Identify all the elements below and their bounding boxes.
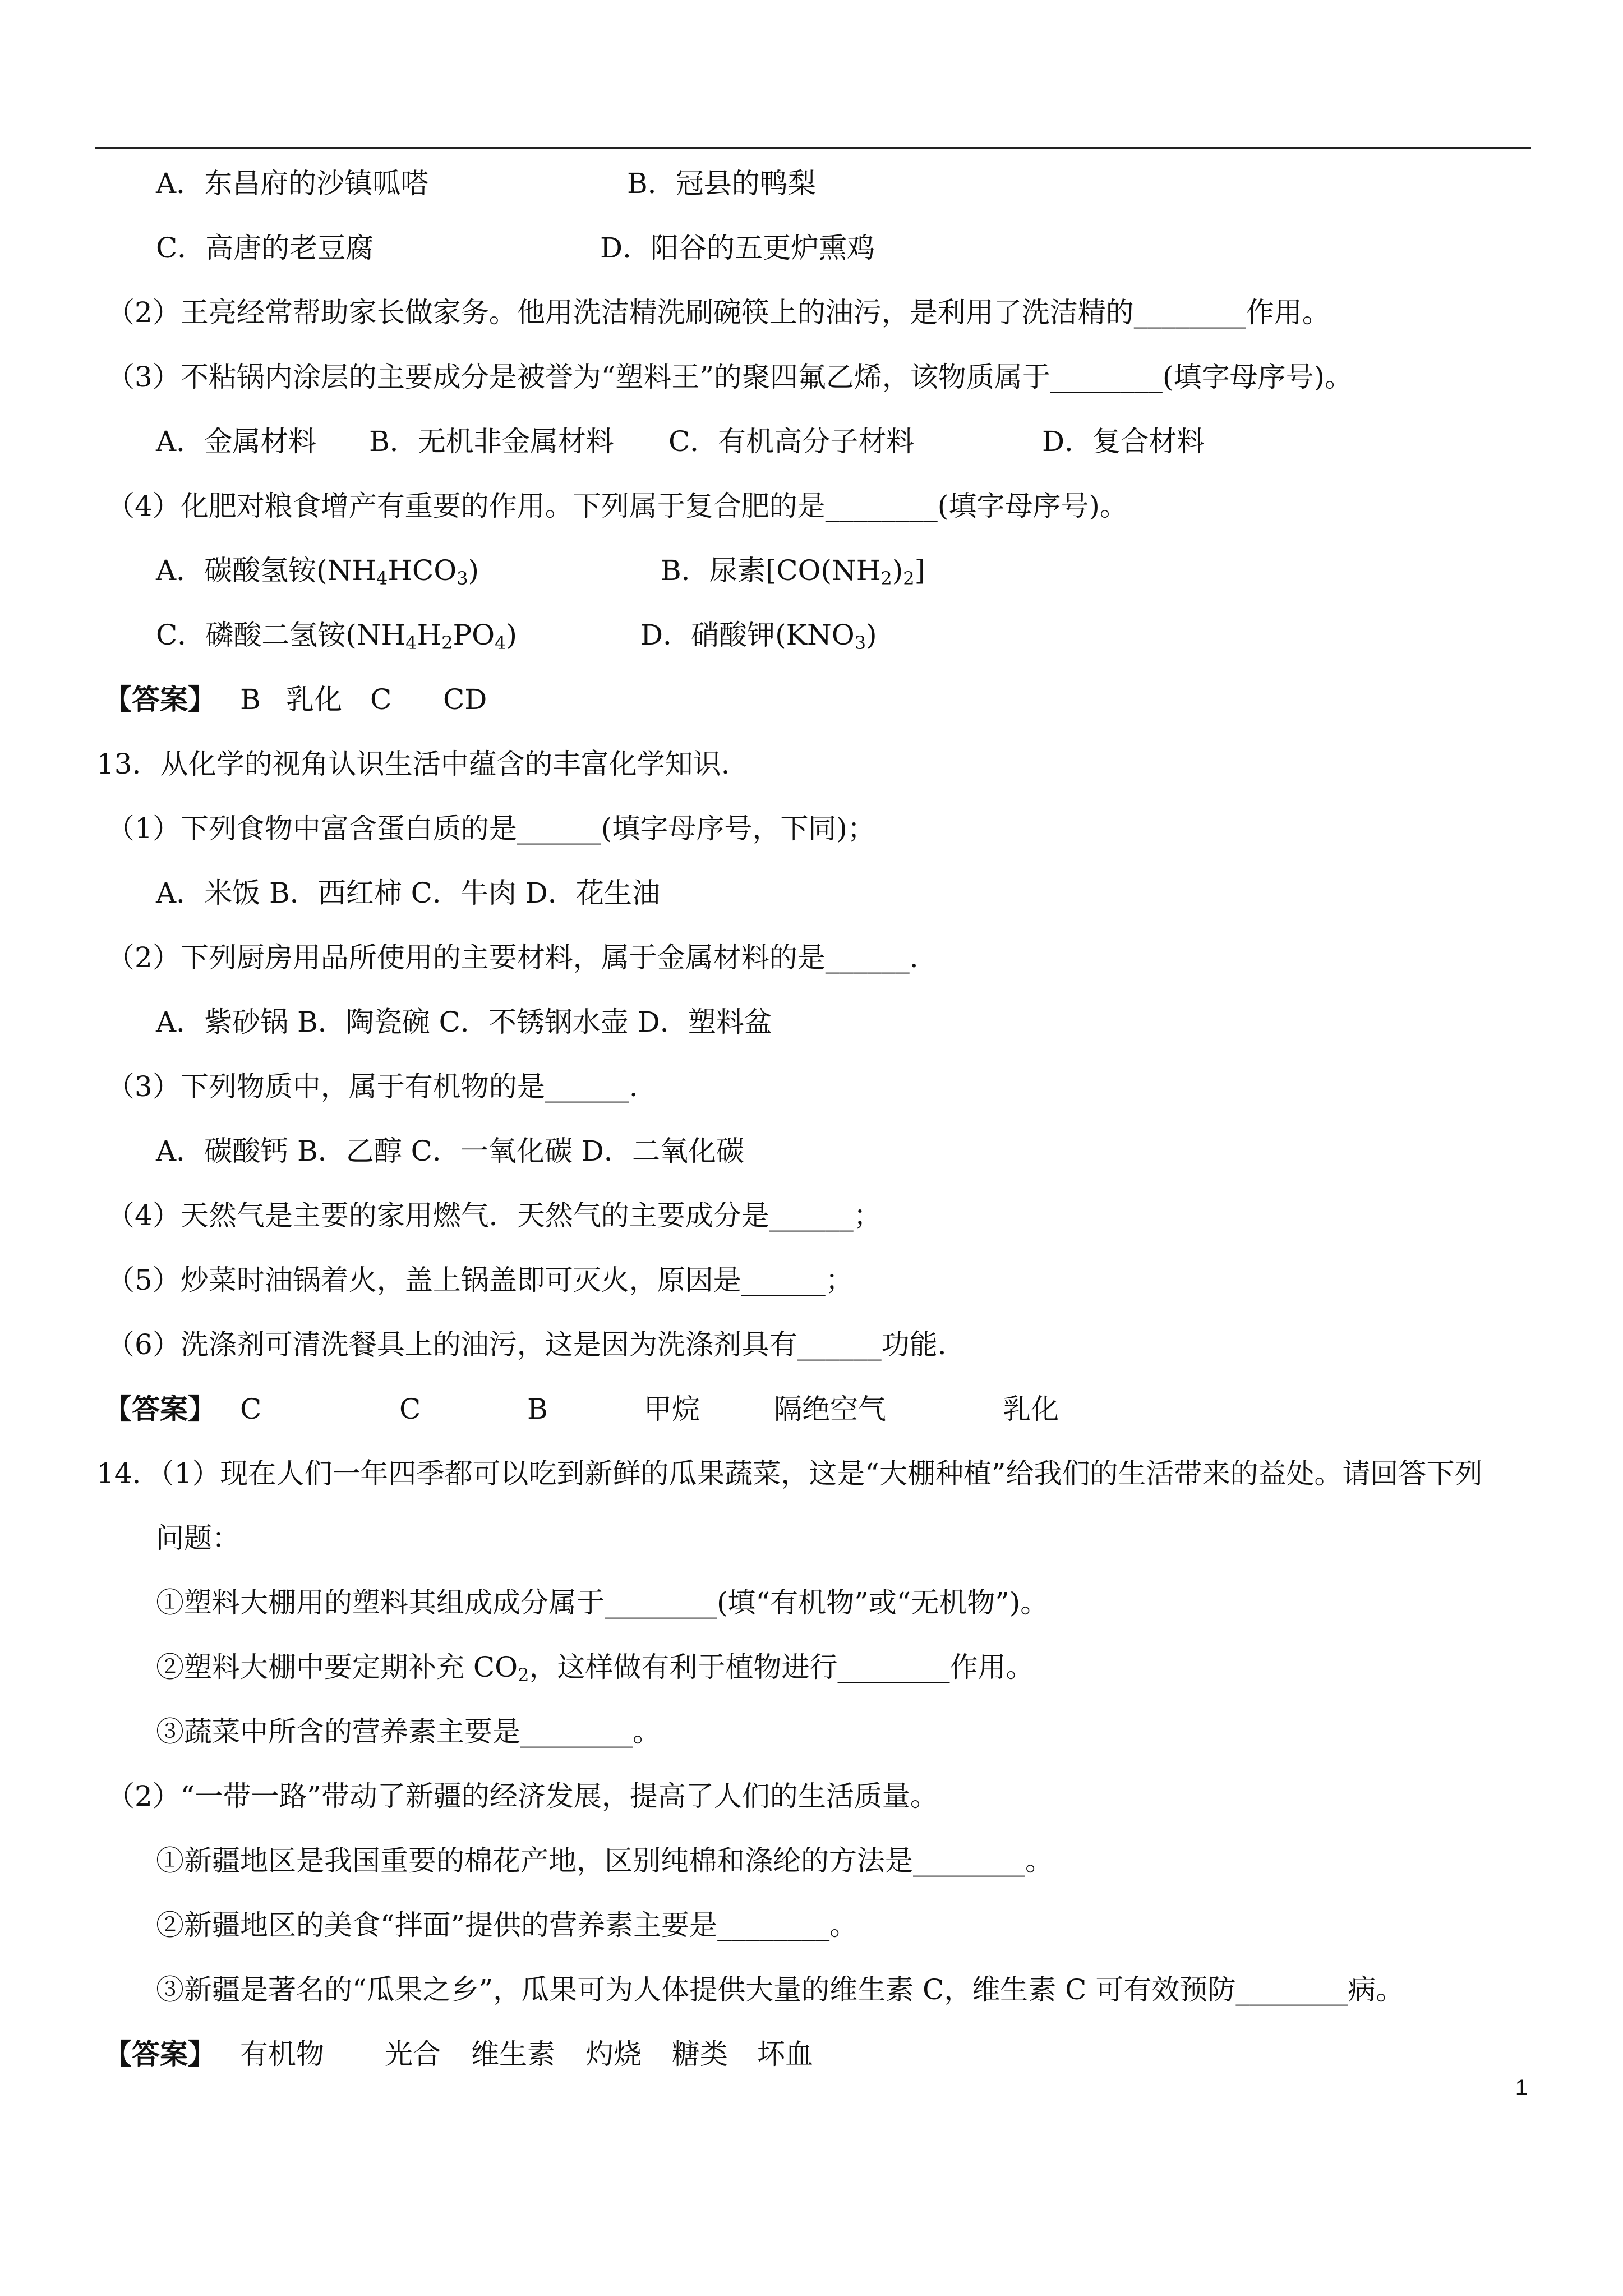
answer-label: 【答案】 bbox=[104, 1393, 216, 1425]
q14-part2-sub2: ②新疆地区的美食“拌面”提供的营养素主要是________。 bbox=[156, 1909, 858, 1941]
q13-answer-4: 甲烷 bbox=[644, 1393, 700, 1425]
q12-part4-option-b: B．尿素$[CO(NH_2)_2]$ bbox=[661, 554, 926, 589]
q13-part2-options: A．紫砂锅 B．陶瓷碗 C．不锈钢水壶 D．塑料盆 bbox=[156, 1006, 772, 1038]
q12-part3-option-c: C．有机高分子材料 bbox=[668, 425, 915, 458]
q13-part5: （5）炒菜时油锅着火，盖上锅盖即可灭火，原因是______； bbox=[107, 1264, 854, 1296]
answer-label: 【答案】 bbox=[104, 2038, 216, 2070]
q14-part2: （2）“一带一路”带动了新疆的经济发展，提高了人们的生活质量。 bbox=[107, 1780, 938, 1812]
q13-answer-1: C bbox=[240, 1393, 262, 1425]
q14-part1-sub2: ②塑料大棚中要定期补充 $CO_2$，这样做有利于植物进行________作用。 bbox=[156, 1651, 1034, 1686]
q12-part3-option-d: D．复合材料 bbox=[1042, 425, 1205, 458]
q13-part2: （2）下列厨房用品所使用的主要材料，属于金属材料的是______. bbox=[107, 941, 919, 974]
q13-part3: （3）下列物质中，属于有机物的是______. bbox=[107, 1070, 638, 1103]
q12-part2: （2）王亮经常帮助家长做家务。他用洗洁精洗刷碗筷上的油污，是利用了洗洁精的________作用。 bbox=[107, 296, 1330, 329]
q14-stem-line1: 14．（1）现在人们一年四季都可以吃到新鲜的瓜果蔬菜，这是“大棚种植”给我们的生活带来的益处。请回答下列 bbox=[96, 1457, 1483, 1490]
q13-stem: 13．从化学的视角认识生活中蕴含的丰富化学知识. bbox=[96, 748, 730, 780]
q12-answer-3: C bbox=[370, 683, 392, 716]
q14-part2-sub3: ③新疆是著名的“瓜果之乡”，瓜果可为人体提供大量的维生素 C，维生素 C 可有效预防________病。 bbox=[156, 1973, 1404, 2006]
q12-part4: （4）化肥对粮食增产有重要的作用。下列属于复合肥的是________(填字母序号)。 bbox=[107, 490, 1128, 522]
q14-stem-line2: 问题： bbox=[156, 1522, 240, 1554]
q13-part6: （6）洗涤剂可清洗餐具上的油污，这是因为洗涤剂具有______功能. bbox=[107, 1328, 947, 1361]
q13-part1: （1）下列食物中富含蛋白质的是______(填字母序号，下同)； bbox=[107, 812, 875, 845]
q14-part1-sub3: ③蔬菜中所含的营养素主要是________。 bbox=[156, 1715, 661, 1748]
q13-answer-6: 乳化 bbox=[1003, 1393, 1059, 1425]
q14-answer-5: 糖类 bbox=[672, 2038, 728, 2070]
header-rule bbox=[95, 147, 1531, 149]
q14-answer bbox=[104, 2036, 216, 2072]
q14-part2-sub1: ①新疆地区是我国重要的棉花产地，区别纯棉和涤纶的方法是________。 bbox=[156, 1844, 1053, 1877]
q12-answer bbox=[104, 682, 216, 717]
q14-part1-sub1: ①塑料大棚用的塑料其组成成分属于________(填“有机物”或“无机物”)。 bbox=[156, 1586, 1049, 1619]
q13-answer-5: 隔绝空气 bbox=[774, 1393, 886, 1425]
q14-answer-3: 维生素 bbox=[471, 2038, 555, 2070]
q13-part4: （4）天然气是主要的家用燃气．天然气的主要成分是______； bbox=[107, 1199, 882, 1232]
q14-answer-6: 坏血 bbox=[757, 2038, 813, 2070]
q12-part4-option-a: A．碳酸氢铵$(NH_4HCO_3)$ bbox=[156, 554, 479, 589]
q12-answer-1: B bbox=[240, 683, 261, 716]
q12-part3-option-b: B．无机非金属材料 bbox=[369, 425, 614, 458]
q13-answer-2: C bbox=[399, 1393, 421, 1425]
q13-answer bbox=[104, 1391, 216, 1427]
q12-part4-option-d: D．硝酸钾$(KNO_3)$ bbox=[640, 619, 877, 654]
q12-answer-4: CD bbox=[443, 683, 487, 716]
q12-option-c: C．高唐的老豆腐 bbox=[156, 232, 374, 264]
q12-part4-option-c: C．磷酸二氢铵$(NH_4H_2PO_4)$ bbox=[156, 619, 517, 654]
q12-part3-option-a: A．金属材料 bbox=[156, 425, 317, 458]
q12-option-b: B．冠县的鸭梨 bbox=[627, 167, 816, 200]
q12-option-a: A．东昌府的沙镇呱嗒 bbox=[156, 167, 429, 200]
q14-answer-1: 有机物 bbox=[240, 2038, 324, 2070]
q13-part3-options: A．碳酸钙 B．乙醇 C．一氧化碳 D．二氧化碳 bbox=[156, 1135, 744, 1167]
q14-answer-2: 光合 bbox=[385, 2038, 441, 2070]
q14-answer-4: 灼烧 bbox=[585, 2038, 642, 2070]
q13-part1-options: A．米饭 B．西红柿 C．牛肉 D．花生油 bbox=[156, 877, 660, 909]
q12-option-d: D．阳谷的五更炉熏鸡 bbox=[600, 232, 875, 264]
q12-answer-2: 乳化 bbox=[286, 683, 342, 716]
q12-part3: （3）不粘锅内涂层的主要成分是被誉为“塑料王”的聚四氟乙烯，该物质属于________(填字母序号)。 bbox=[107, 361, 1353, 393]
q13-answer-3: B bbox=[527, 1393, 548, 1425]
page-number: 1 bbox=[1515, 2076, 1528, 2100]
answer-label: 【答案】 bbox=[104, 683, 216, 716]
